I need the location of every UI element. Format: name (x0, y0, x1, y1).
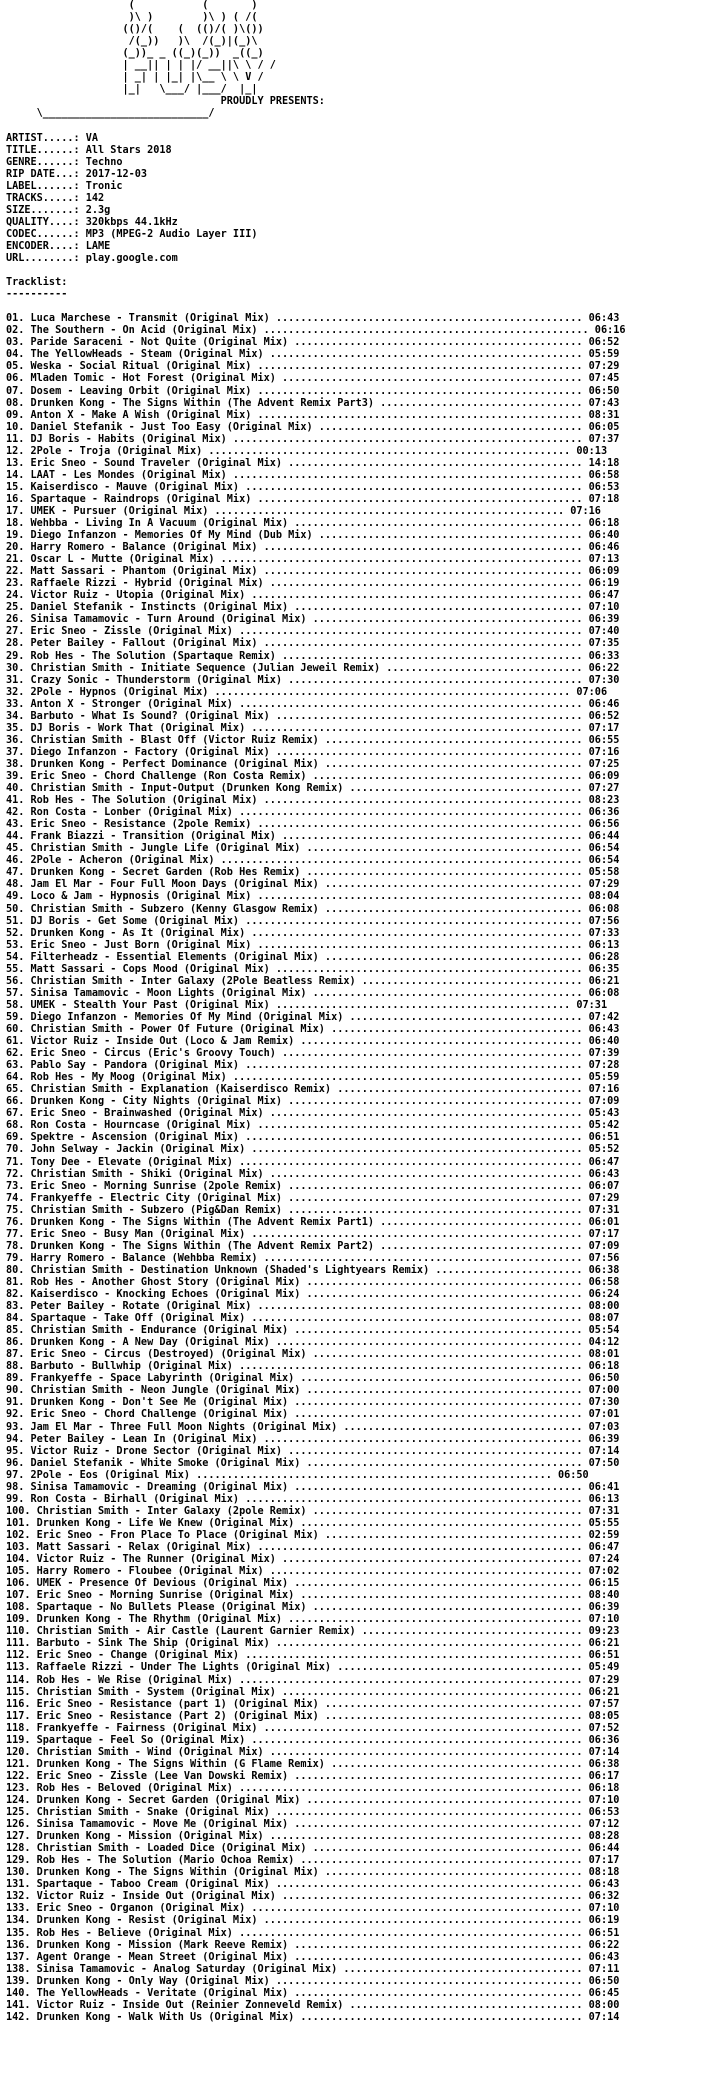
track-line: 32. 2Pole - Hypnos (Original Mix) .......................................................... 07:06 (6, 686, 608, 698)
track-line: 47. Drunken Kong - Secret Garden (Rob Hes Remix) ............................................. 05:58 (6, 867, 620, 879)
track-line: 08. Drunken Kong - The Signs Within (The Advent Remix Part3) ................................. 07:43 (6, 397, 620, 409)
track-line: 109. Drunken Kong - The Rhythm (Original Mix) ................................................ 07:10 (6, 1614, 620, 1626)
track-line: 89. Frankyeffe - Space Labyrinth (Original Mix) .............................................. 06:50 (6, 1373, 620, 1385)
info-line: ENCODER....: LAME (6, 240, 111, 252)
track-line: 21. Oscar L - Mutte (Original Mix) ........................................................... 07:13 (6, 554, 620, 566)
track-line: 124. Drunken Kong - Secret Garden (Original Mix) ............................................. 07:10 (6, 1794, 620, 1806)
track-line: 73. Eric Sneo - Morning Sunrise (2pole Remix) ................................................ 06:07 (6, 1180, 620, 1192)
track-line: 58. UMEK - Stealth Your Past (Original Mix) ................................................ 07:31 (6, 999, 608, 1011)
logo-line: ( ( ) (6, 0, 258, 11)
track-line: 29. Rob Hes - The Solution (Spartaque Remix) ................................................. 06:33 (6, 650, 620, 662)
track-line: 19. Diego Infanzon - Memories Of My Mind (Dub Mix) ........................................... 06:40 (6, 530, 620, 542)
track-line: 113. Raffaele Rizzi - Under The Lights (Original Mix) ........................................ 05:49 (6, 1662, 620, 1674)
track-line: 86. Drunken Kong - A New Day (Original Mix) .................................................. 04:12 (6, 1337, 620, 1349)
track-line: 135. Rob Hes - Believe (Original Mix) ........................................................ 06:51 (6, 1927, 620, 1939)
track-line: 70. John Selway - Jackin (Original Mix) ...................................................... 05:52 (6, 1144, 620, 1156)
track-line: 88. Barbuto - Bullwhip (Original Mix) ........................................................ 06:18 (6, 1361, 620, 1373)
track-line: 04. The YellowHeads - Steam (Original Mix) ................................................... 05:59 (6, 349, 620, 361)
track-line: 105. Harry Romero - Floubee (Original Mix) ................................................... 07:02 (6, 1566, 620, 1578)
track-line: 134. Drunken Kong - Resist (Original Mix) .................................................... 06:19 (6, 1915, 620, 1927)
track-line: 77. Eric Sneo - Busy Man (Original Mix) ...................................................... 07:17 (6, 1228, 620, 1240)
track-line: 118. Frankyeffe - Fairness (Original Mix) .................................................... 07:52 (6, 1722, 620, 1734)
track-line: 17. UMEK - Pursuer (Original Mix) ......................................................... 07:16 (6, 505, 601, 517)
track-line: 141. Victor Ruiz - Inside Out (Reinier Zonneveld Remix) ...................................... 08:00 (6, 1999, 620, 2011)
release-info (6, 133, 625, 266)
track-line: 38. Drunken Kong - Perfect Dominance (Original Mix) .......................................... 07:25 (6, 758, 620, 770)
logo-line: | __|| | | |/ __||\ \ / / (6, 60, 276, 72)
track-line: 104. Victor Ruiz - The Runner (Original Mix) ................................................. 07:24 (6, 1554, 620, 1566)
track-line: 98. Sinisa Tamamovic - Dreaming (Original Mix) ............................................... 06:41 (6, 1481, 620, 1493)
track-line: 78. Drunken Kong - The Signs Within (The Advent Remix Part2) ................................. 07:09 (6, 1240, 620, 1252)
track-line: 76. Drunken Kong - The Signs Within (The Advent Remix Part1) ................................. 06:01 (6, 1216, 620, 1228)
track-line: 01. Luca Marchese - Transmit (Original Mix) .................................................. 06:43 (6, 313, 620, 325)
track-line: 34. Barbuto - What Is Sound? (Original Mix) .................................................. 06:52 (6, 710, 620, 722)
track-line: 87. Eric Sneo - Circus (Destroyed) (Original Mix) ............................................ 08:01 (6, 1349, 620, 1361)
logo-line: |_| \___/ |___/ |_| (6, 84, 258, 96)
track-line: 67. Eric Sneo - Brainwashed (Original Mix) ................................................... 05:43 (6, 1108, 620, 1120)
track-line: 82. Kaiserdisco - Knocking Echoes (Original Mix) ............................................. 06:24 (6, 1289, 620, 1301)
track-line: 93. Jam El Mar - Three Full Moon Nights (Original Mix) ....................................... 07:03 (6, 1421, 620, 1433)
track-line: 35. DJ Boris - Work That (Original Mix) ...................................................... 07:17 (6, 722, 620, 734)
track-line: 138. Sinisa Tamamovic - Analog Saturday (Original Mix) ....................................... 07:11 (6, 1963, 620, 1975)
track-line: 103. Matt Sassari - Relax (Original Mix) ..................................................... 06:47 (6, 1542, 620, 1553)
track-line: 02. The Southern - On Acid (Original Mix) ..................................................... 06:16 (6, 325, 626, 337)
track-line: 108. Spartaque - No Bullets Please (Original Mix) ............................................ 06:39 (6, 1602, 620, 1614)
track-line: 37. Diego Infanzon - Factory (Original Mix) .................................................. 07:16 (6, 746, 620, 758)
track-line: 27. Eric Sneo - Zissle (Original Mix) ........................................................ 07:40 (6, 626, 620, 638)
track-line: 05. Weska - Social Ritual (Original Mix) ..................................................... 07:29 (6, 361, 620, 373)
track-line: 45. Christian Smith - Jungle Life (Original Mix) ............................................. 06:54 (6, 843, 620, 855)
track-line: 131. Spartaque - Taboo Cream (Original Mix) .................................................. 06:43 (6, 1879, 620, 1891)
track-line: 13. Eric Sneo - Sound Traveler (Original Mix) ................................................ 14:18 (6, 457, 620, 469)
info-line: LABEL......: Tronic (6, 180, 123, 192)
track-line: 49. Loco & Jam - Hypnosis (Original Mix) ..................................................... 08:04 (6, 891, 620, 903)
blank-line (6, 120, 625, 132)
track-line: 66. Drunken Kong - City Nights (Original Mix) ................................................ 07:09 (6, 1096, 620, 1108)
track-line: 26. Sinisa Tamamovic - Turn Around (Original Mix) ............................................ 06:39 (6, 614, 620, 626)
track-line: 63. Pablo Say - Pandora (Original Mix) ....................................................... 07:28 (6, 1060, 620, 1072)
track-line: 54. Filterheadz - Essential Elements (Original Mix) .......................................... 06:28 (6, 951, 620, 963)
track-line: 65. Christian Smith - Explanation (Kaiserdisco Remix) ........................................ 07:16 (6, 1084, 620, 1096)
track-line: 75. Christian Smith - Subzero (Pig&Dan Remix) ................................................ 07:31 (6, 1204, 620, 1216)
track-line: 95. Victor Ruiz - Drone Sector (Original Mix) ................................................ 07:14 (6, 1445, 620, 1457)
track-line: 83. Peter Bailey - Rotate (Original Mix) ..................................................... 08:00 (6, 1301, 620, 1313)
info-line: QUALITY....: 320kbps 44.1kHz (6, 216, 178, 228)
track-line: 42. Ron Costa - Lonber (Original Mix) ........................................................ 06:36 (6, 807, 620, 819)
track-line: 11. DJ Boris - Habits (Original Mix) ......................................................... 07:37 (6, 433, 620, 445)
info-line: TRACKS.....: 142 (6, 192, 105, 204)
track-line: 46. 2Pole - Acheron (Original Mix) ........................................................... 06:54 (6, 855, 620, 867)
track-line: 100. Christian Smith - Inter Galaxy (2pole Remix) ............................................ 07:31 (6, 1505, 620, 1517)
track-line: 40. Christian Smith - Input-Output (Drunken Kong Remix) ...................................... 07:27 (6, 783, 620, 795)
track-line: 139. Drunken Kong - Only Way (Original Mix) .................................................. 06:50 (6, 1975, 620, 1987)
track-line: 23. Raffaele Rizzi - Hybrid (Original Mix) ................................................... 06:19 (6, 578, 620, 590)
info-line: RIP DATE...: 2017-12-03 (6, 168, 148, 180)
track-line: 79. Harry Romero - Balance (Wehbba Remix) .................................................... 07:56 (6, 1252, 620, 1264)
track-line: 99. Ron Costa - Birhall (Original Mix) ....................................................... 06:13 (6, 1493, 620, 1505)
track-line: 119. Spartaque - Feel So (Original Mix) ...................................................... 06:36 (6, 1734, 620, 1746)
track-line: 33. Anton X - Stronger (Original Mix) ........................................................ 06:46 (6, 698, 620, 710)
track-line: 22. Matt Sassari - Phantom (Original Mix) .................................................... 06:09 (6, 566, 620, 578)
track-line: 101. Drunken Kong - Life We Knew (Original Mix) .............................................. 05:55 (6, 1517, 620, 1529)
track-line: 74. Frankyeffe - Electric City (Original Mix) ................................................ 07:29 (6, 1192, 620, 1204)
track-line: 123. Rob Hes - Beloved (Original Mix) ........................................................ 06:18 (6, 1782, 620, 1794)
track-line: 41. Rob Hes - The Solution (Original Mix) .................................................... 08:23 (6, 795, 620, 807)
tracklist-rule: ---------- (6, 289, 68, 301)
track-line: 20. Harry Romero - Balance (Original Mix) .................................................... 06:46 (6, 542, 620, 554)
track-line: 68. Ron Costa - Hourncase (Original Mix) ..................................................... 05:42 (6, 1120, 620, 1132)
track-line: 44. Frank Biazzi - Transition (Original Mix) ................................................. 06:44 (6, 831, 620, 843)
track-line: 18. Wehbba - Living In A Vacuum (Original Mix) ............................................... 06:18 (6, 518, 620, 530)
track-line: 142. Drunken Kong - Walk With Us (Original Mix) .............................................. 07:14 (6, 2011, 620, 2023)
track-line: 62. Eric Sneo - Circus (Eric's Groovy Touch) ................................................. 07:39 (6, 1048, 620, 1060)
track-line: 125. Christian Smith - Snake (Original Mix) .................................................. 06:53 (6, 1807, 620, 1819)
track-line: 10. Daniel Stefanik - Just Too Easy (Original Mix) ........................................... 06:05 (6, 421, 620, 433)
tracklist (6, 313, 625, 2024)
track-line: 129. Rob Hes - The Solution (Mario Ochoa Remix) .............................................. 07:17 (6, 1855, 620, 1867)
track-line: 06. Mladen Tomic - Hot Forest (Original Mix) ................................................. 07:45 (6, 373, 620, 385)
logo-line: )\ ) )\ ) ( /( (6, 12, 258, 24)
track-line: 07. Dosem - Leaving Orbit (Original Mix) ..................................................... 06:50 (6, 385, 620, 397)
track-line: 111. Barbuto - Sink The Ship (Original Mix) .................................................. 06:21 (6, 1638, 620, 1650)
track-line: 15. Kaiserdisco - Mauve (Original Mix) ....................................................... 06:53 (6, 481, 620, 493)
track-line: 97. 2Pole - Eos (Original Mix) .......................................................... 06:50 (6, 1469, 589, 1481)
info-line: SIZE.......: 2.3g (6, 204, 111, 216)
track-line: 56. Christian Smith - Inter Galaxy (2Pole Beatless Remix) .................................... 06:21 (6, 975, 620, 987)
track-line: 03. Paride Saraceni - Not Quite (Original Mix) ............................................... 06:52 (6, 337, 620, 349)
track-line: 112. Eric Sneo - Change (Original Mix) ....................................................... 06:51 (6, 1650, 620, 1662)
track-line: 121. Drunken Kong - The Signs Within (G Flame Remix) ......................................... 06:38 (6, 1758, 620, 1770)
info-line: GENRE......: Techno (6, 156, 123, 168)
track-line: 16. Spartaque - Raindrops (Original Mix) ..................................................... 07:18 (6, 493, 620, 505)
logo-line: (_))_ _ ((_)(_)) _((_) (6, 48, 264, 60)
track-line: 133. Eric Sneo - Organon (Original Mix) ...................................................... 07:10 (6, 1903, 620, 1915)
track-line: 137. Agent Orange - Mean Street (Original Mix) ............................................... 06:43 (6, 1951, 620, 1963)
track-line: 25. Daniel Stefanik - Instincts (Original Mix) ............................................... 07:10 (6, 602, 620, 614)
track-line: 72. Christian Smith - Shiki (Original Mix) ................................................... 06:43 (6, 1168, 620, 1180)
track-line: 84. Spartaque - Take Off (Original Mix) ...................................................... 08:07 (6, 1313, 620, 1325)
track-line: 09. Anton X - Make A Wish (Original Mix) ..................................................... 08:31 (6, 409, 620, 421)
track-line: 57. Sinisa Tamamovic - Moon Lights (Original Mix) ............................................ 06:08 (6, 987, 620, 999)
proudly-presents: PROUDLY PRESENTS: (6, 96, 325, 108)
logo-line: | _| | |_| |\__ \ \ V / (6, 72, 264, 84)
track-line: 39. Eric Sneo - Chord Challenge (Ron Costa Remix) ............................................ 06:09 (6, 771, 620, 782)
track-line: 107. Eric Sneo - Morning Sunrise (Original Mix) .............................................. 08:40 (6, 1590, 620, 1602)
blank-line (6, 301, 625, 313)
track-line: 90. Christian Smith - Neon Jungle (Original Mix) ............................................. 07:00 (6, 1385, 620, 1397)
track-line: 50. Christian Smith - Subzero (Kenny Glasgow Remix) .......................................... 06:08 (6, 903, 620, 915)
info-line: CODEC......: MP3 (MPEG-2 Audio Layer III) (6, 228, 258, 240)
track-line: 102. Eric Sneo - Fron Place To Place (Original Mix) .......................................... 02:59 (6, 1529, 620, 1541)
track-line: 69. Spektre - Ascension (Original Mix) ....................................................... 06:51 (6, 1132, 620, 1144)
track-line: 115. Christian Smith - System (Original Mix) ................................................. 06:21 (6, 1686, 620, 1698)
track-line: 64. Rob Hes - My Moog (Original Mix) ......................................................... 05:59 (6, 1072, 620, 1084)
info-line: ARTIST.....: VA (6, 132, 99, 144)
track-line: 43. Eric Sneo - Resistance (2pole Remix) ..................................................... 06:56 (6, 819, 620, 831)
track-line: 132. Victor Ruiz - Inside Out (Original Mix) ................................................. 06:32 (6, 1891, 620, 1903)
track-line: 71. Tony Dee - Elevate (Original Mix) ........................................................ 06:47 (6, 1156, 620, 1168)
track-line: 55. Matt Sassari - Cops Mood (Original Mix) .................................................. 06:35 (6, 963, 620, 975)
nfo-document (6, 0, 625, 2024)
track-line: 61. Victor Ruiz - Inside Out (Loco & Jam Remix) .............................................. 06:40 (6, 1036, 620, 1048)
track-line: 30. Christian Smith - Initiate Sequence (Julian Jeweil Remix) ................................ 06:22 (6, 662, 620, 674)
info-line: TITLE......: All Stars 2018 (6, 144, 172, 156)
track-line: 12. 2Pole - Troja (Original Mix) ........................................................... 00:13 (6, 445, 608, 457)
track-line: 24. Victor Ruiz - Utopia (Original Mix) ...................................................... 06:47 (6, 590, 620, 602)
track-line: 60. Christian Smith - Power Of Future (Original Mix) ......................................... 06:43 (6, 1023, 620, 1035)
track-line: 91. Drunken Kong - Don't See Me (Original Mix) ............................................... 07:30 (6, 1397, 620, 1409)
track-line: 48. Jam El Mar - Four Full Moon Days (Original Mix) .......................................... 07:29 (6, 879, 620, 891)
track-line: 126. Sinisa Tamamovic - Move Me (Original Mix) ............................................... 07:12 (6, 1819, 620, 1831)
track-line: 128. Christian Smith - Loaded Dice (Original Mix) ............................................ 06:44 (6, 1843, 620, 1855)
info-line: URL........: play.google.com (6, 252, 178, 264)
track-line: 122. Eric Sneo - Zissle (Lee Van Dowski Remix) ............................................... 06:17 (6, 1770, 620, 1782)
track-line: 127. Drunken Kong - Mission (Original Mix) ................................................... 08:28 (6, 1831, 620, 1843)
track-line: 85. Christian Smith - Endurance (Original Mix) ............................................... 05:54 (6, 1325, 620, 1337)
track-line: 116. Eric Sneo - Resistance (part 1) (Original Mix) .......................................... 07:57 (6, 1698, 620, 1710)
track-line: 94. Peter Bailey - Lean In (Original Mix) .................................................... 06:39 (6, 1433, 620, 1445)
track-line: 110. Christian Smith - Air Castle (Laurent Garnier Remix) .................................... 09:23 (6, 1626, 620, 1638)
track-line: 52. Drunken Kong - As It (Original Mix) ...................................................... 07:33 (6, 927, 620, 939)
blank-line (6, 265, 625, 277)
ascii-logo (6, 0, 625, 96)
track-line: 114. Rob Hes - We Rise (Original Mix) ........................................................ 07:29 (6, 1674, 620, 1686)
tracklist-heading: Tracklist: (6, 277, 68, 289)
track-line: 117. Eric Sneo - Resistance (Part 2) (Original Mix) .......................................... 08:05 (6, 1710, 620, 1722)
track-line: 81. Rob Hes - Another Ghost Story (Original Mix) ............................................. 06:58 (6, 1276, 620, 1288)
track-line: 106. UMEK - Presence Of Devious (Original Mix) ............................................... 06:15 (6, 1578, 620, 1590)
track-line: 140. The YellowHeads - Veritate (Original Mix) ............................................... 06:45 (6, 1987, 620, 1999)
track-line: 92. Eric Sneo - Chord Challenge (Original Mix) ............................................... 07:01 (6, 1409, 620, 1421)
track-line: 31. Crazy Sonic - Thunderstorm (Original Mix) ................................................ 07:30 (6, 674, 620, 686)
track-line: 51. DJ Boris - Get Some (Original Mix) ....................................................... 07:56 (6, 915, 620, 927)
track-line: 120. Christian Smith - Wind (Original Mix) ................................................... 07:14 (6, 1746, 620, 1758)
logo-line: /(_)) )\ /(_)|(_)\ (6, 36, 258, 48)
track-line: 53. Eric Sneo - Just Born (Original Mix) ..................................................... 06:13 (6, 939, 620, 951)
track-line: 14. LAAT - Les Mondes (Original Mix) ......................................................... 06:58 (6, 469, 620, 481)
track-line: 80. Christian Smith - Destination Unknown (Shaded's Lightyears Remix) ........................ 06:38 (6, 1264, 620, 1276)
logo-line: (()/( ( (()/( )\()) (6, 24, 264, 36)
header-rule: \___________________________/ (6, 108, 215, 120)
track-line: 96. Daniel Stefanik - White Smoke (Original Mix) ............................................. 07:50 (6, 1457, 620, 1469)
track-line: 59. Diego Infanzon - Memories Of My Mind (Original Mix) ...................................... 07:42 (6, 1011, 620, 1023)
track-line: 36. Christian Smith - Blast Off (Victor Ruiz Remix) .......................................... 06:55 (6, 734, 620, 746)
track-line: 136. Drunken Kong - Mission (Mark Reeve Remix) ............................................... 06:22 (6, 1939, 620, 1951)
track-line: 28. Peter Bailey - Fallout (Original Mix) .................................................... 07:35 (6, 638, 620, 650)
track-line: 130. Drunken Kong - The Signs Within (Original Mix) .......................................... 08:18 (6, 1867, 620, 1879)
